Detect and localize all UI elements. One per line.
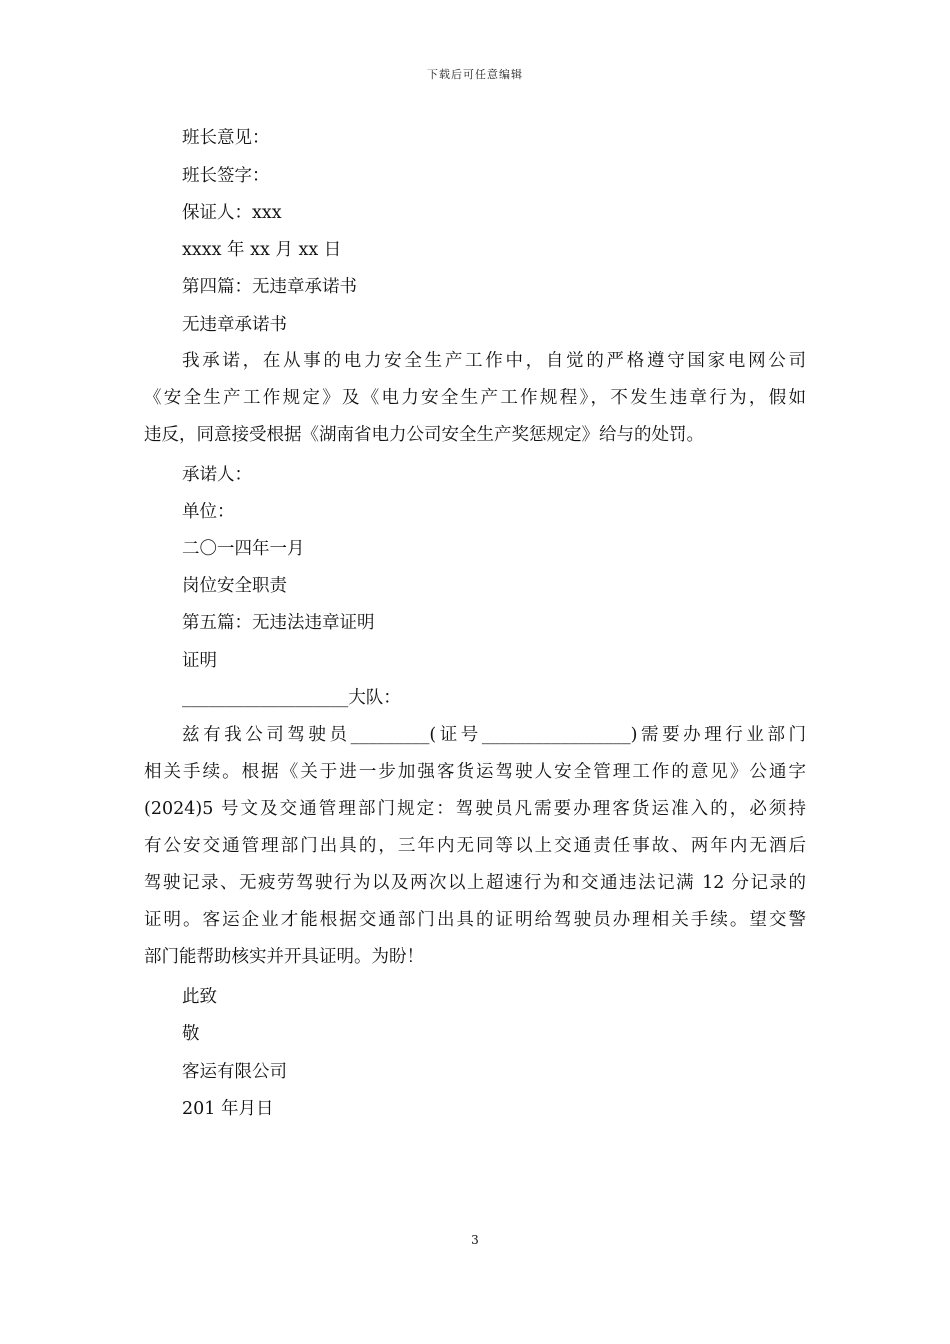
brigade-label: 大队： (348, 688, 401, 708)
date-line: xxxx 年 xx 月 xx 日 (182, 240, 342, 260)
driver-name-blank: _________ (350, 725, 430, 745)
promise-title: 无违章承诺书 (182, 315, 287, 335)
license-number-blank: _________________ (481, 725, 631, 745)
company-name-line: 客运有限公司 (182, 1062, 287, 1082)
page-number: 3 (471, 1233, 479, 1247)
promisor-line: 承诺人： (182, 465, 252, 485)
cert-text-c: )需要办理行业部门 (630, 725, 807, 745)
certificate-paragraph (144, 717, 806, 976)
certificate-line-4: 有公安交通管理部门出具的，三年内无同等以上交通责任事故、两年内无酒后 (144, 836, 806, 856)
promise-line-2: 《安全生产工作规定》及《电力安全生产工作规程》，不发生违章行为，假如 (144, 388, 806, 408)
monitor-opinion-line: 班长意见： (182, 128, 270, 148)
certificate-line-3: (2024)5 号文及交通管理部门规定：驾驶员凡需要办理客货运准入的，必须持 (144, 799, 806, 819)
post-safety-duty-line: 岗位安全职责 (182, 576, 287, 596)
promise-line-1: 我承诺，在从事的电力安全生产工作中，自觉的严格遵守国家电网公司 (182, 351, 806, 371)
certificate-title: 证明 (182, 651, 217, 671)
cert-text-a: 兹有我公司驾驶员 (182, 725, 351, 745)
section-four-title: 第四篇：无违章承诺书 (182, 277, 357, 297)
promise-paragraph (144, 343, 806, 454)
respect-line: 敬 (182, 1024, 200, 1044)
promise-line-3: 违反，同意接受根据《湖南省电力公司安全生产奖惩规定》给与的处罚。 (144, 425, 704, 445)
certificate-line-1 (144, 717, 806, 754)
certificate-line-2: 相关手续。根据《关于进一步加强客货运驾驶人安全管理工作的意见》公通字 (144, 762, 806, 782)
certificate-line-7: 部门能帮助核实并开具证明。为盼！ (144, 947, 424, 967)
page-header: 下载后可任意编辑 (427, 68, 523, 81)
signature-date-line: 201 年月日 (182, 1099, 274, 1119)
salutation-line: 此致 (182, 987, 217, 1007)
guarantor-line: 保证人：xxx (182, 203, 282, 223)
certificate-line-5: 驾驶记录、无疲劳驾驶行为以及两次以上超速行为和交通违法记满 12 分记录的 (144, 873, 806, 893)
certificate-line-6: 证明。客运企业才能根据交通部门出具的证明给驾驶员办理相关手续。望交警 (144, 910, 806, 930)
unit-line: 单位： (182, 502, 235, 522)
section-five-title: 第五篇：无违法违章证明 (182, 613, 375, 633)
brigade-blank: ___________________ (182, 688, 349, 708)
brigade-line (182, 686, 401, 710)
monitor-signature-line: 班长签字： (182, 166, 270, 186)
promise-date-line: 二〇一四年一月 (182, 539, 305, 559)
cert-text-b: (证号 (429, 725, 482, 745)
